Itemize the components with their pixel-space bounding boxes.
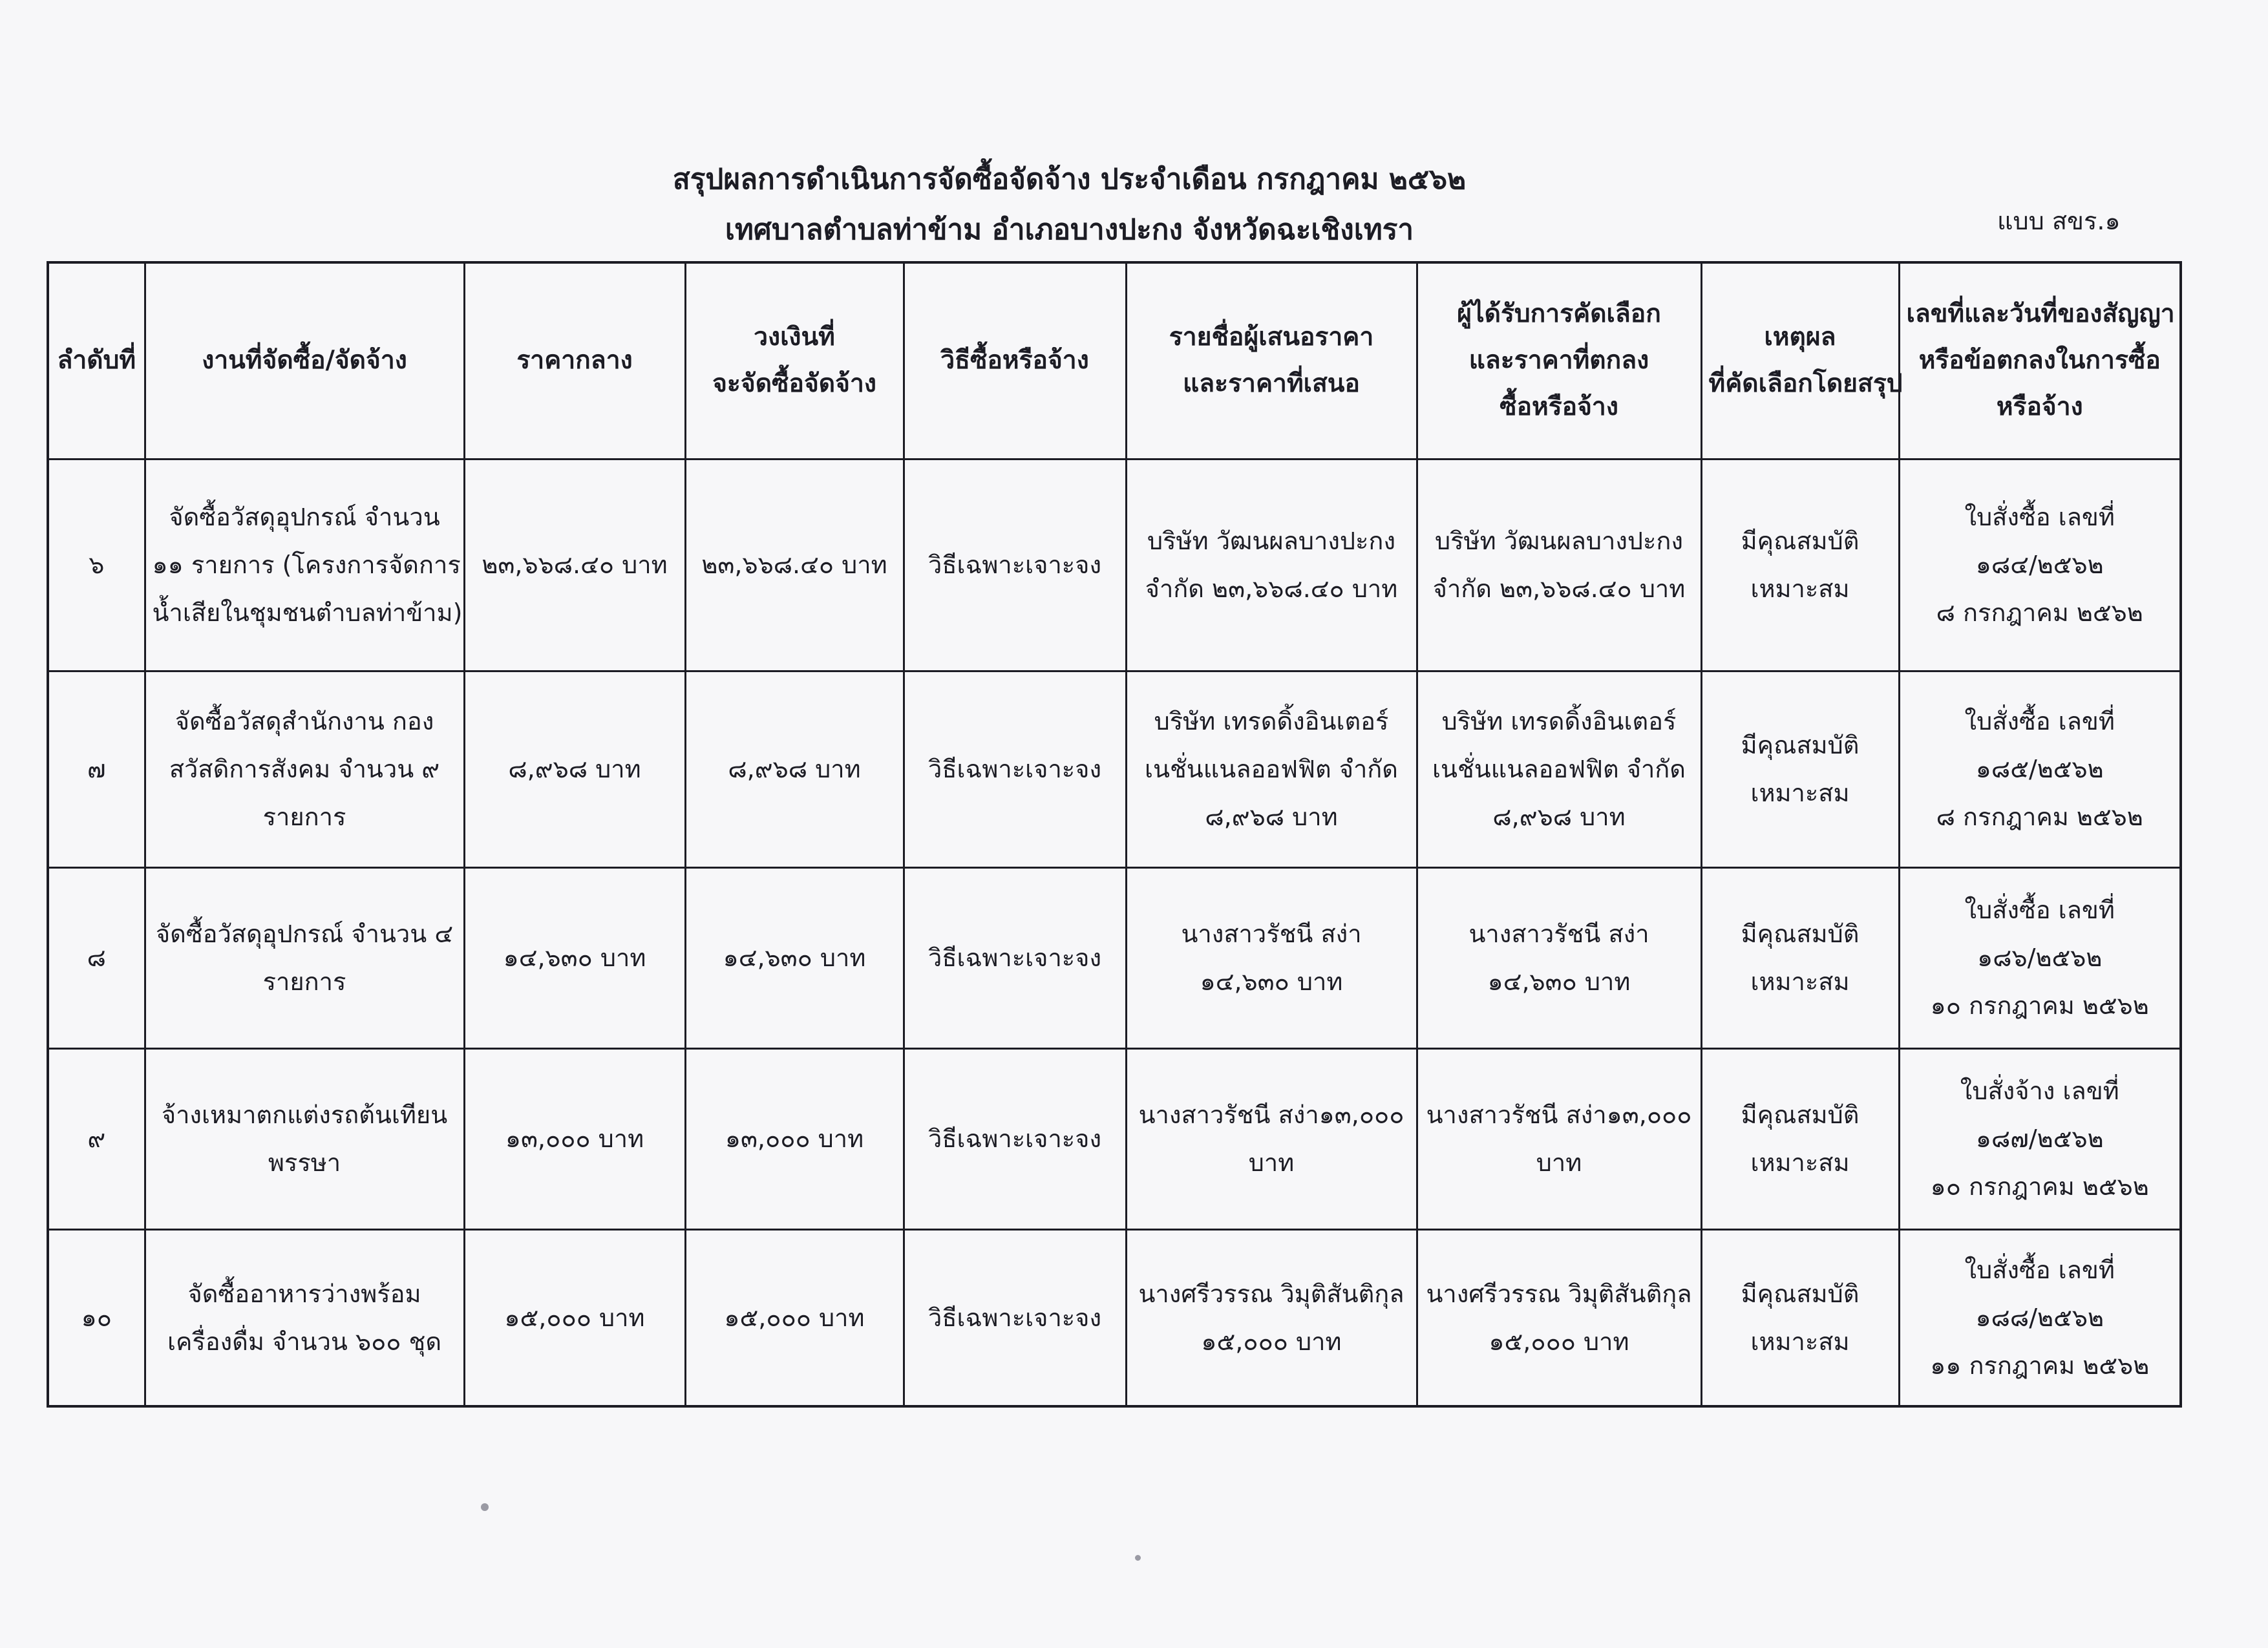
cell-item: จัดซื้ออาหารว่างพร้อม เครื่องดื่ม จำนวน ๖๐๐ ชุด	[145, 1229, 464, 1406]
cell-bidders: นางสาวรัชนี สง่า ๑๔,๖๓๐ บาท	[1126, 867, 1417, 1048]
header-bidders: รายชื่อผู้เสนอราคา และราคาที่เสนอ	[1126, 262, 1417, 459]
table-row	[48, 1229, 2181, 1406]
cell-median-price: ๑๔,๖๓๐ บาท	[464, 867, 685, 1048]
cell-method: วิธีเฉพาะเจาะจง	[904, 671, 1126, 867]
cell-reason: มีคุณสมบัติ เหมาะสม	[1701, 1048, 1899, 1229]
cell-reason: มีคุณสมบัติ เหมาะสม	[1701, 459, 1899, 671]
cell-median-price: ๘,๙๖๘ บาท	[464, 671, 685, 867]
cell-method: วิธีเฉพาะเจาะจง	[904, 1048, 1126, 1229]
cell-budget: ๑๓,๐๐๐ บาท	[685, 1048, 904, 1229]
cell-no: ๗	[48, 671, 145, 867]
table-row	[48, 459, 2181, 671]
cell-budget: ๑๕,๐๐๐ บาท	[685, 1229, 904, 1406]
header-reason: เหตุผล ที่คัดเลือกโดยสรุป	[1701, 262, 1899, 459]
header-budget: วงเงินที่ จะจัดซื้อจัดจ้าง	[685, 262, 904, 459]
scan-speck	[1135, 1555, 1141, 1561]
cell-item: จัดซื้อวัสดุอุปกรณ์ จำนวน ๔ รายการ	[145, 867, 464, 1048]
table-header-row	[48, 262, 2181, 459]
header-item: งานที่จัดซื้อ/จัดจ้าง	[145, 262, 464, 459]
cell-selected: บริษัท เทรดดิ้งอินเตอร์ เนชั่นแนลออฟฟิต จำกัด ๘,๙๖๘ บาท	[1417, 671, 1701, 867]
header-median-price: ราคากลาง	[464, 262, 685, 459]
header-no: ลำดับที่	[48, 262, 145, 459]
cell-bidders: บริษัท เทรดดิ้งอินเตอร์ เนชั่นแนลออฟฟิต จำกัด ๘,๙๖๘ บาท	[1126, 671, 1417, 867]
header-method: วิธีซื้อหรือจ้าง	[904, 262, 1126, 459]
cell-method: วิธีเฉพาะเจาะจง	[904, 867, 1126, 1048]
cell-contract: ใบสั่งซื้อ เลขที่ ๑๘๕/๒๕๖๒ ๘ กรกฎาคม ๒๕๖๒	[1899, 671, 2181, 867]
cell-contract: ใบสั่งซื้อ เลขที่ ๑๘๔/๒๕๖๒ ๘ กรกฎาคม ๒๕๖๒	[1899, 459, 2181, 671]
cell-no: ๙	[48, 1048, 145, 1229]
cell-selected: นางศรีวรรณ วิมุติสันติกุล ๑๕,๐๐๐ บาท	[1417, 1229, 1701, 1406]
cell-selected: นางสาวรัชนี สง่า๑๓,๐๐๐ บาท	[1417, 1048, 1701, 1229]
header-contract: เลขที่และวันที่ของสัญญา หรือข้อตกลงในการซื้อ หรือจ้าง	[1899, 262, 2181, 459]
cell-selected: นางสาวรัชนี สง่า ๑๔,๖๓๐ บาท	[1417, 867, 1701, 1048]
table-row	[48, 671, 2181, 867]
cell-bidders: บริษัท วัฒนผลบางปะกง จำกัด ๒๓,๖๖๘.๔๐ บาท	[1126, 459, 1417, 671]
cell-no: ๑๐	[48, 1229, 145, 1406]
cell-method: วิธีเฉพาะเจาะจง	[904, 459, 1126, 671]
table-row	[48, 1048, 2181, 1229]
cell-item: จัดซื้อวัสดุอุปกรณ์ จำนวน ๑๑ รายการ (โครงการจัดการ น้ำเสียในชุมชนตำบลท่าข้าม)	[145, 459, 464, 671]
cell-item: จ้างเหมาตกแต่งรถต้นเทียน พรรษา	[145, 1048, 464, 1229]
cell-no: ๘	[48, 867, 145, 1048]
form-code: แบบ สขร.๑	[1997, 207, 2121, 235]
procurement-summary-table	[47, 261, 2182, 1408]
cell-reason: มีคุณสมบัติ เหมาะสม	[1701, 671, 1899, 867]
cell-contract: ใบสั่งซื้อ เลขที่ ๑๘๖/๒๕๖๒ ๑๐ กรกฎาคม ๒๕๖๒	[1899, 867, 2181, 1048]
cell-budget: ๑๔,๖๓๐ บาท	[685, 867, 904, 1048]
cell-bidders: นางสาวรัชนี สง่า๑๓,๐๐๐ บาท	[1126, 1048, 1417, 1229]
cell-budget: ๘,๙๖๘ บาท	[685, 671, 904, 867]
cell-contract: ใบสั่งจ้าง เลขที่ ๑๘๗/๒๕๖๒ ๑๐ กรกฎาคม ๒๕๖๒	[1899, 1048, 2181, 1229]
cell-method: วิธีเฉพาะเจาะจง	[904, 1229, 1126, 1406]
cell-bidders: นางศรีวรรณ วิมุติสันติกุล ๑๕,๐๐๐ บาท	[1126, 1229, 1417, 1406]
cell-no: ๖	[48, 459, 145, 671]
table-row	[48, 867, 2181, 1048]
scan-speck	[481, 1503, 489, 1511]
cell-budget: ๒๓,๖๖๘.๔๐ บาท	[685, 459, 904, 671]
cell-reason: มีคุณสมบัติ เหมาะสม	[1701, 1229, 1899, 1406]
document-title: สรุปผลการดำเนินการจัดซื้อจัดจ้าง ประจำเดือน กรกฎาคม ๒๕๖๒	[672, 163, 1467, 196]
cell-item: จัดซื้อวัสดุสำนักงาน กอง สวัสดิการสังคม จำนวน ๙ รายการ	[145, 671, 464, 867]
cell-reason: มีคุณสมบัติ เหมาะสม	[1701, 867, 1899, 1048]
cell-median-price: ๑๓,๐๐๐ บาท	[464, 1048, 685, 1229]
header-selected: ผู้ได้รับการคัดเลือก และราคาที่ตกลง ซื้อหรือจ้าง	[1417, 262, 1701, 459]
cell-contract: ใบสั่งซื้อ เลขที่ ๑๘๘/๒๕๖๒ ๑๑ กรกฎาคม ๒๕๖๒	[1899, 1229, 2181, 1406]
cell-median-price: ๒๓,๖๖๘.๔๐ บาท	[464, 459, 685, 671]
cell-selected: บริษัท วัฒนผลบางปะกง จำกัด ๒๓,๖๖๘.๔๐ บาท	[1417, 459, 1701, 671]
document-subtitle: เทศบาลตำบลท่าข้าม อำเภอบางปะกง จังหวัดฉะเชิงเทรา	[725, 213, 1414, 246]
cell-median-price: ๑๕,๐๐๐ บาท	[464, 1229, 685, 1406]
